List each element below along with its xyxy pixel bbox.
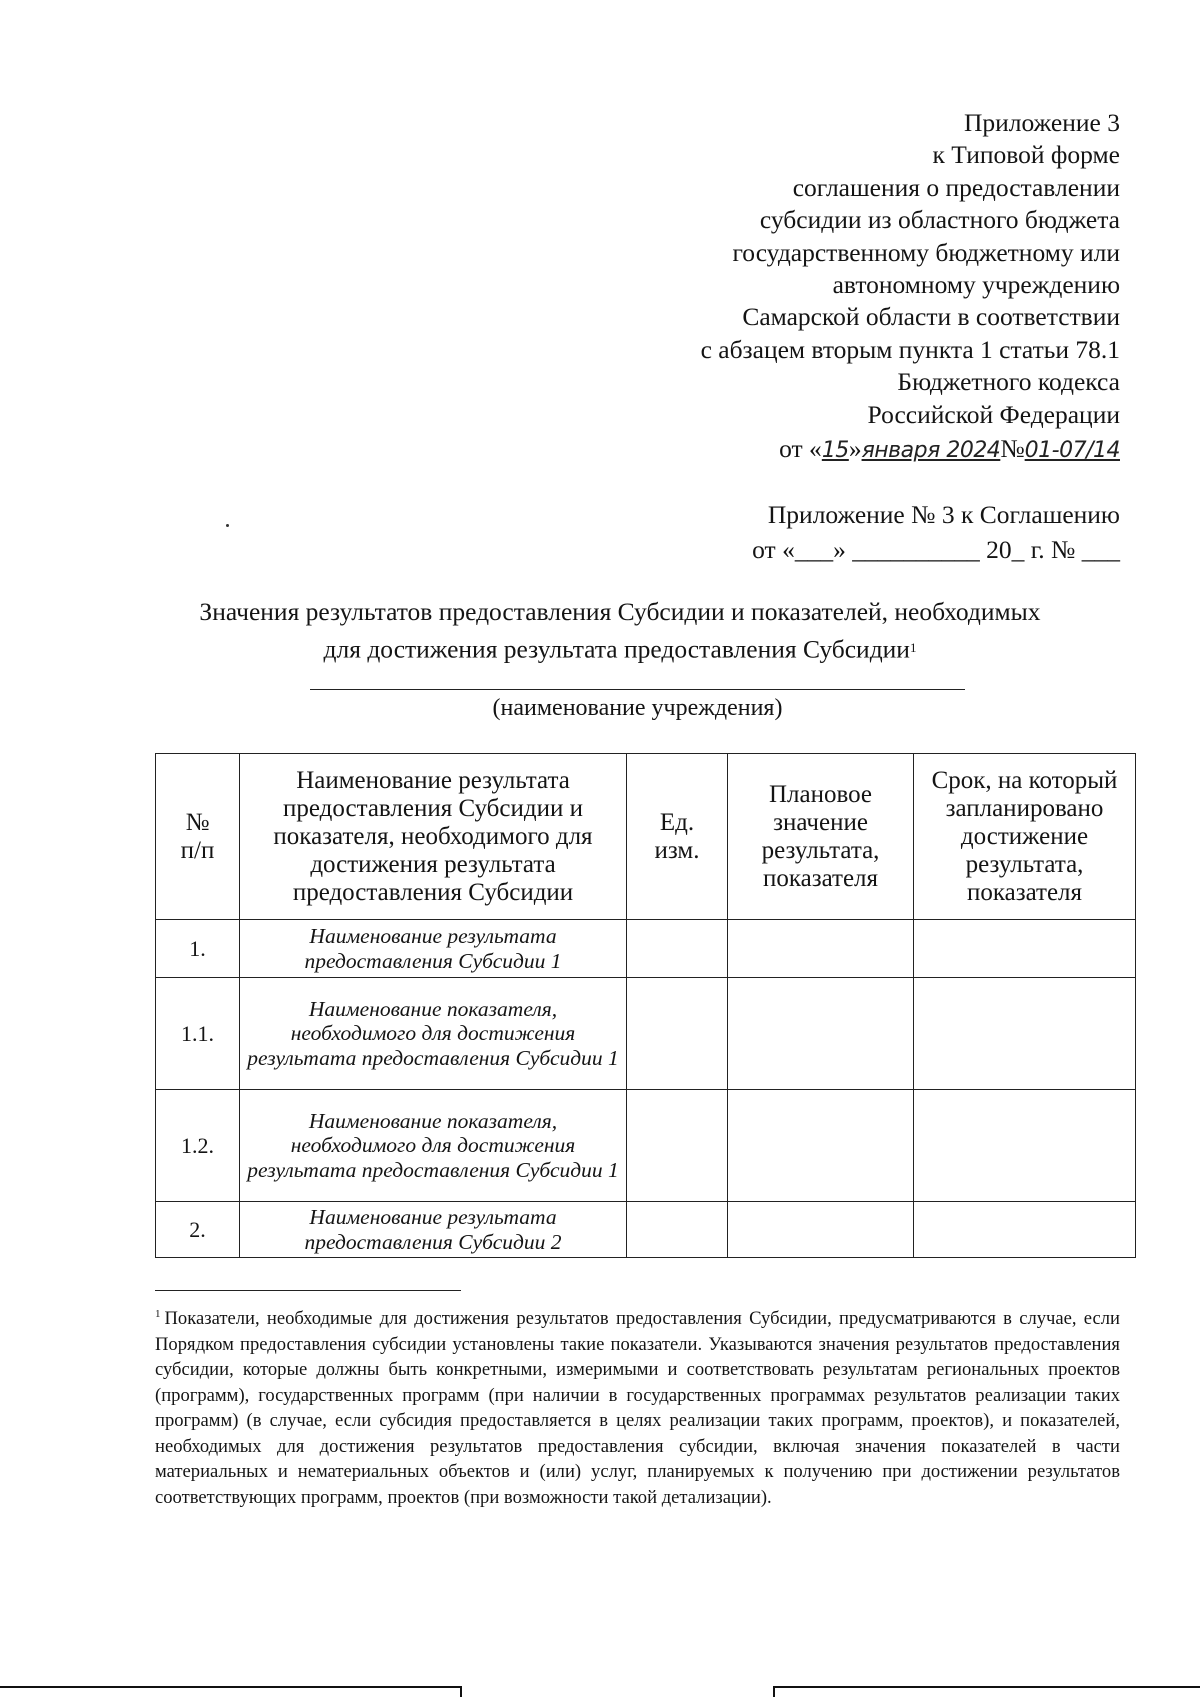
appendix-header <box>701 107 1120 467</box>
title-line-1: Значения результатов предоставления Субсидии и показателей, необходимых <box>199 597 1041 626</box>
institution-caption: (наименование учреждения) <box>492 695 783 721</box>
header-line: Самарской области в соответствии <box>742 302 1120 332</box>
footnote-marker: 1 <box>155 1308 161 1320</box>
row-deadline <box>914 920 1136 978</box>
row-unit <box>627 978 728 1090</box>
row-deadline <box>914 978 1136 1090</box>
table-row <box>156 1202 1136 1258</box>
approval-date-line <box>701 433 1120 467</box>
approval-month-year: января 2024 <box>861 438 1001 464</box>
row-deadline <box>914 1090 1136 1202</box>
scan-edge-tick <box>460 1686 462 1697</box>
approval-day: 15 <box>821 438 849 464</box>
scan-edge-line <box>0 1686 460 1688</box>
row-deadline <box>914 1202 1136 1258</box>
table-row <box>156 978 1136 1090</box>
header-line: соглашения о предоставлении <box>792 172 1120 202</box>
row-name: Наименование показателя, необходимого для достижения результата предоставления Субсидии 1 <box>240 978 627 1090</box>
agreement-date-number: от «___» __________ 20_ г. № ___ <box>752 535 1120 564</box>
title-line-2 <box>120 628 1120 666</box>
approval-quote-close: » <box>848 434 862 464</box>
footnote <box>155 1302 1120 1510</box>
row-unit <box>627 920 728 978</box>
header-unit: Ед. изм. <box>627 754 728 920</box>
title-line-2-text: для достижения результата предоставления Субсидии <box>323 634 910 664</box>
row-unit <box>627 1090 728 1202</box>
row-planned <box>728 1202 914 1258</box>
row-num: 1. <box>156 920 240 978</box>
header-line: Российской Федерации <box>867 399 1120 429</box>
approval-prefix: от « <box>779 434 822 464</box>
table-header-row <box>156 754 1136 920</box>
institution-name-blank <box>310 689 965 690</box>
header-line: субсидии из областного бюджета <box>759 205 1120 235</box>
approval-number: 01-07/14 <box>1024 438 1120 464</box>
agreement-reference <box>752 497 1120 567</box>
row-name: Наименование показателя, необходимого для достижения результата предоставления Субсидии 1 <box>240 1090 627 1202</box>
row-planned <box>728 978 914 1090</box>
agreement-title: Приложение № 3 к Соглашению <box>767 500 1120 529</box>
row-name: Наименование результата предоставления Субсидии 2 <box>240 1202 627 1258</box>
row-unit <box>627 1202 728 1258</box>
header-line: автономному учреждению <box>832 270 1120 300</box>
header-line: государственному бюджетному или <box>732 237 1120 267</box>
approval-number-sign: № <box>1000 434 1025 464</box>
header-planned: Плановое значение результата, показателя <box>728 754 914 920</box>
table-row <box>156 920 1136 978</box>
header-line: Бюджетного кодекса <box>897 367 1120 397</box>
row-num: 2. <box>156 1202 240 1258</box>
scan-edge-line <box>773 1686 1200 1688</box>
footnote-separator <box>155 1290 461 1291</box>
row-name: Наименование результата предоставления Субсидии 1 <box>240 920 627 978</box>
scan-edge-tick <box>773 1686 775 1697</box>
row-planned <box>728 920 914 978</box>
row-num: 1.2. <box>156 1090 240 1202</box>
header-line: с абзацем вторым пункта 1 статьи 78.1 <box>700 334 1120 364</box>
title-footnote-ref: 1 <box>909 640 917 655</box>
row-num: 1.1. <box>156 978 240 1090</box>
table-row <box>156 1090 1136 1202</box>
footnote-text: Показатели, необходимые для достижения результатов предоставления Субсидии, предусматриваются в случае, если Порядком предоставления субсидии установлены такие показатели. Указываются значения результатов предоставления субсидии, которые должны быть конкретными, измеримыми и соответствовать результатам региональных проектов (программ), государственных программ (при наличии в государственных программах результатов реализации таких программ) (в случае, если субсидия предоставляется в целях реализации таких программ, проектов), и показателей, необходимых для достижения результатов предоставления субсидии, включая значения показателей в части материальных и нематериальных объектов и (или) услуг, планируемых к получению при достижении результатов соответствующих программ, проектов (при возможности такой детализации). <box>155 1308 1120 1508</box>
header-line: Приложение 3 <box>964 108 1120 137</box>
header-deadline: Срок, на который запланировано достижение результата, показателя <box>914 754 1136 920</box>
document-title <box>120 596 1120 666</box>
header-line: к Типовой форме <box>932 140 1120 170</box>
results-table <box>155 753 1136 1258</box>
row-planned <box>728 1090 914 1202</box>
scan-speck <box>226 524 229 527</box>
header-name: Наименование результата предоставления Субсидии и показателя, необходимого для достижения результата предоставления Субсидии <box>240 754 627 920</box>
header-num: № п/п <box>156 754 240 920</box>
